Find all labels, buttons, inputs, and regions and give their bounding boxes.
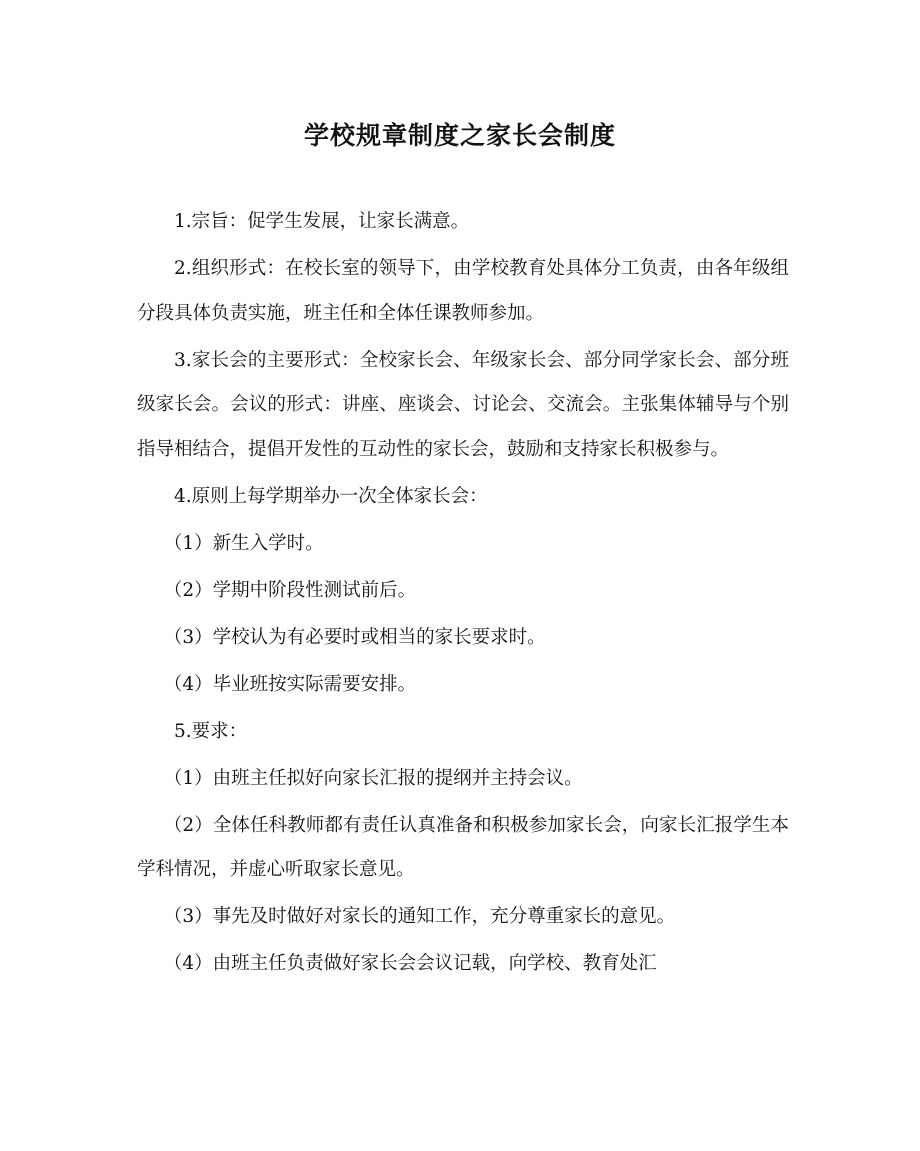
list-item: （3）事先及时做好对家长的通知工作，充分尊重家长的意见。 bbox=[163, 906, 676, 927]
list-item: （1）由班主任拟好向家长汇报的提纲并主持会议。 bbox=[163, 767, 583, 789]
list-item: （2）全体任科教师都有责任认真准备和积极参加家长会，向家长汇报学生本学科情况，并虚心听取家长意见。 bbox=[137, 814, 789, 880]
paragraph-organization: 2.组织形式：在校长室的领导下，由学校教育处具体分工负责，由各年级组分段具体负责实施，班主任和全体任课教师参加。 bbox=[137, 258, 789, 324]
paragraph-purpose: 1.宗旨：促学生发展，让家长满意。 bbox=[174, 211, 470, 232]
paragraph-requirements: 5.要求： bbox=[174, 720, 248, 742]
paragraph-principle: 4.原则上每学期举办一次全体家长会： bbox=[174, 485, 488, 507]
list-item: （2）学期中阶段性测试前后。 bbox=[163, 579, 417, 601]
paragraph-main-forms: 3.家长会的主要形式：全校家长会、年级家长会、部分同学家长会、部分班级家长会。会议的形式：讲座、座谈会、讨论会、交流会。主张集体辅导与个别指导相结合，提倡开发性的互动性的家长会，鼓励和支持家长积极参与。 bbox=[137, 349, 789, 460]
list-item: （4）毕业班按实际需要安排。 bbox=[163, 673, 417, 695]
document-title: 学校规章制度之家长会制度 bbox=[303, 121, 616, 150]
list-item: （1）新生入学时。 bbox=[163, 532, 324, 554]
document-body bbox=[137, 200, 789, 989]
list-item: （4）由班主任负责做好家长会会议记载，向学校、教育处汇 bbox=[163, 953, 657, 974]
list-item: （3）学校认为有必要时或相当的家长要求时。 bbox=[163, 626, 546, 648]
